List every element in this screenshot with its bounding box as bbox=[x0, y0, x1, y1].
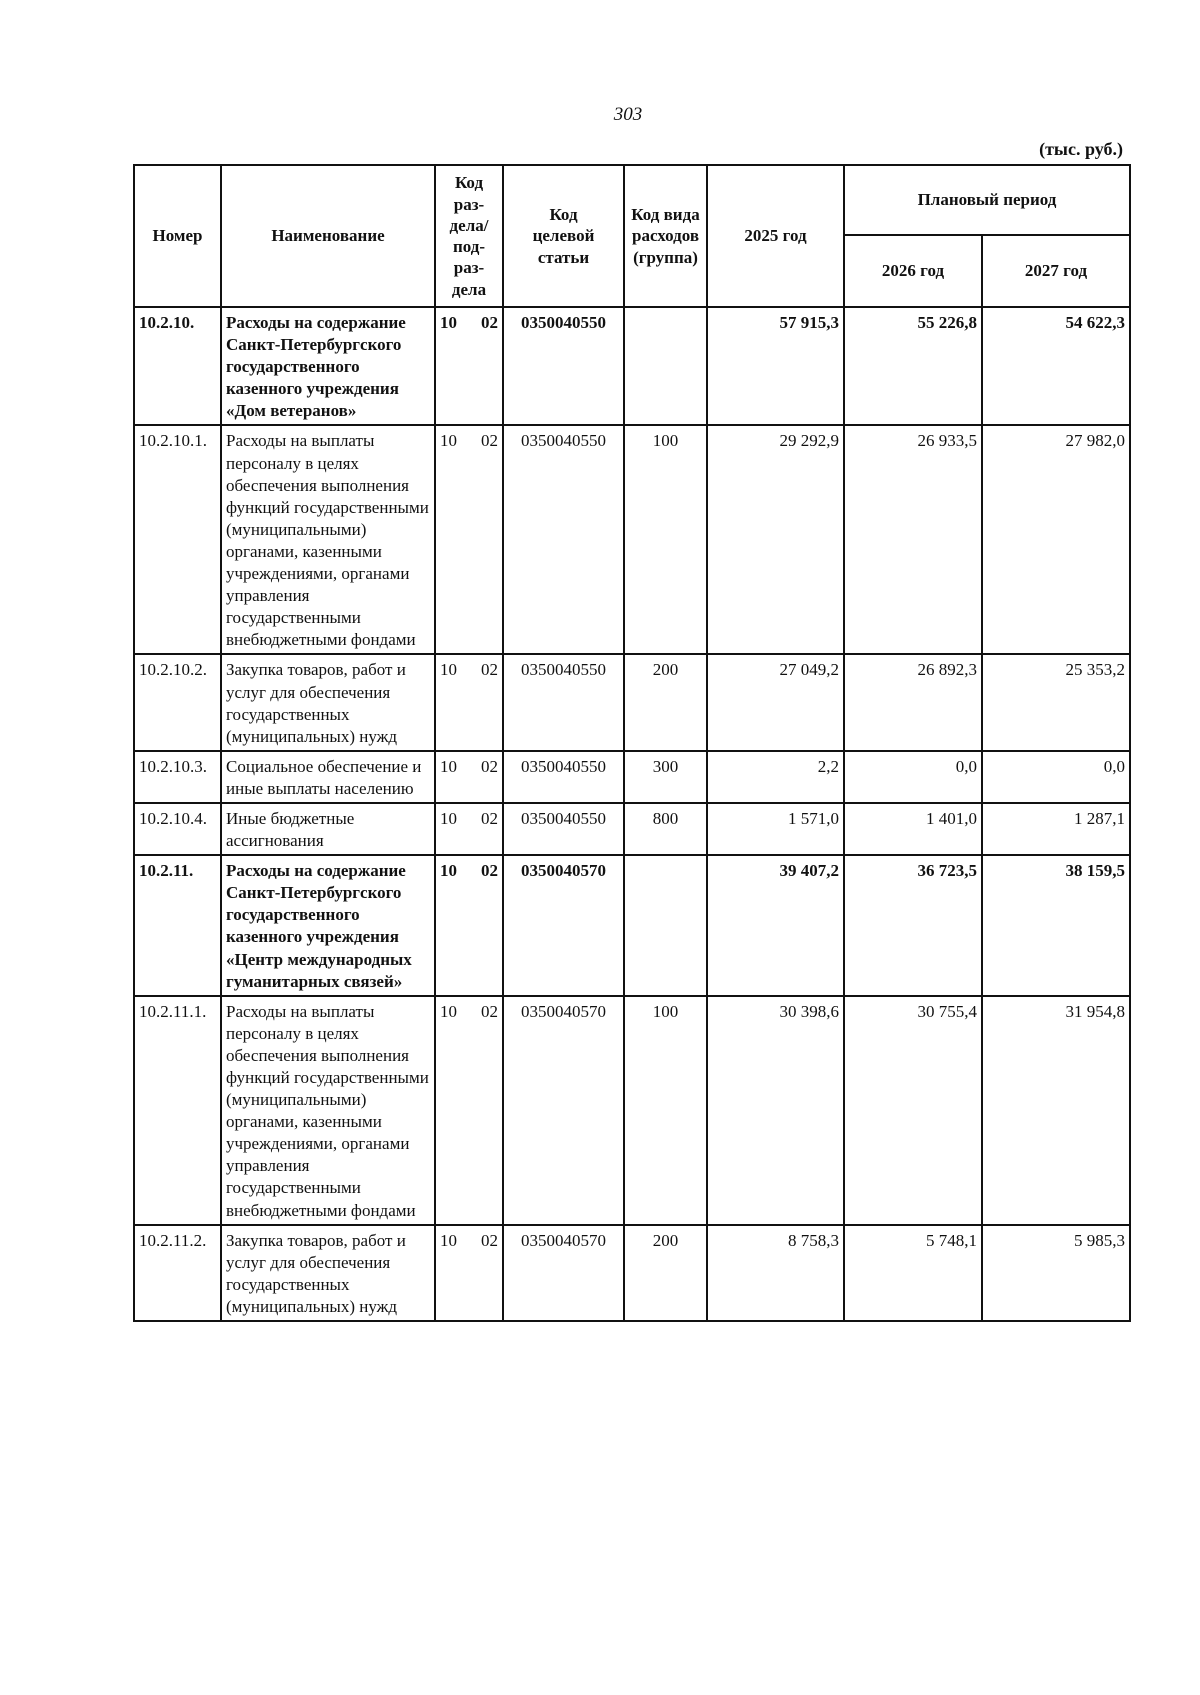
row-number: 10.2.11.2. bbox=[134, 1225, 221, 1321]
row-razdel bbox=[435, 425, 503, 654]
row-value-2026: 0,0 bbox=[844, 751, 982, 803]
row-value-2027: 25 353,2 bbox=[982, 654, 1130, 750]
row-number: 10.2.11.1. bbox=[134, 996, 221, 1225]
header-razdel: Код раз- дела/ под- раз- дела bbox=[435, 165, 503, 307]
row-number: 10.2.10.1. bbox=[134, 425, 221, 654]
row-razdel bbox=[435, 307, 503, 425]
row-razdel bbox=[435, 803, 503, 855]
row-razdel-code: 10 bbox=[440, 1001, 457, 1021]
row-razdel bbox=[435, 751, 503, 803]
row-podrazdel-code: 02 bbox=[481, 1001, 498, 1021]
row-value-2026: 26 933,5 bbox=[844, 425, 982, 654]
row-value-2025: 29 292,9 bbox=[707, 425, 844, 654]
row-name: Расходы на содержание Санкт-Петербургского государственного казенного учреждения «Дом ветеранов» bbox=[221, 307, 435, 425]
row-value-2026: 30 755,4 bbox=[844, 996, 982, 1225]
row-kvr: 200 bbox=[624, 1225, 707, 1321]
row-number: 10.2.10.4. bbox=[134, 803, 221, 855]
header-planovy-period: Плановый период bbox=[844, 165, 1130, 235]
row-value-2027: 27 982,0 bbox=[982, 425, 1130, 654]
table-row bbox=[134, 1225, 1130, 1321]
row-kcs: 0350040550 bbox=[503, 803, 624, 855]
table-row bbox=[134, 855, 1130, 996]
row-podrazdel-code: 02 bbox=[481, 313, 498, 332]
row-name: Расходы на содержание Санкт-Петербургского государственного казенного учреждения «Центр международных гуманитарных связей» bbox=[221, 855, 435, 996]
row-name: Расходы на выплаты персоналу в целях обеспечения выполнения функций государственными (муниципальными) органами, казенными учреждениями, органами управления государственными внебюджетными фондами bbox=[221, 425, 435, 654]
row-razdel bbox=[435, 996, 503, 1225]
row-podrazdel-code: 02 bbox=[481, 1230, 498, 1250]
row-podrazdel-code: 02 bbox=[481, 431, 498, 451]
row-podrazdel-code: 02 bbox=[481, 808, 498, 828]
row-razdel-code: 10 bbox=[440, 756, 457, 776]
row-number: 10.2.10. bbox=[134, 307, 221, 425]
row-value-2026: 55 226,8 bbox=[844, 307, 982, 425]
row-razdel-code: 10 bbox=[440, 313, 457, 332]
row-value-2026: 36 723,5 bbox=[844, 855, 982, 996]
row-kvr: 100 bbox=[624, 996, 707, 1225]
table-row bbox=[134, 654, 1130, 750]
table-row bbox=[134, 425, 1130, 654]
row-value-2025: 30 398,6 bbox=[707, 996, 844, 1225]
row-razdel bbox=[435, 1225, 503, 1321]
row-value-2025: 39 407,2 bbox=[707, 855, 844, 996]
row-razdel-code: 10 bbox=[440, 808, 457, 828]
row-value-2025: 8 758,3 bbox=[707, 1225, 844, 1321]
table-row bbox=[134, 803, 1130, 855]
header-nomer: Номер bbox=[134, 165, 221, 307]
row-kcs: 0350040550 bbox=[503, 654, 624, 750]
row-razdel-code: 10 bbox=[440, 660, 457, 680]
row-number: 10.2.10.2. bbox=[134, 654, 221, 750]
header-kvr: Код вида расходов (группа) bbox=[624, 165, 707, 307]
row-kvr: 100 bbox=[624, 425, 707, 654]
row-value-2025: 1 571,0 bbox=[707, 803, 844, 855]
row-value-2026: 26 892,3 bbox=[844, 654, 982, 750]
row-kcs: 0350040570 bbox=[503, 855, 624, 996]
row-value-2027: 0,0 bbox=[982, 751, 1130, 803]
table-row bbox=[134, 996, 1130, 1225]
row-name: Иные бюджетные ассигнования bbox=[221, 803, 435, 855]
row-value-2027: 31 954,8 bbox=[982, 996, 1130, 1225]
row-kcs: 0350040570 bbox=[503, 996, 624, 1225]
row-value-2026: 1 401,0 bbox=[844, 803, 982, 855]
page-number: 303 bbox=[613, 104, 643, 125]
header-2027: 2027 год bbox=[982, 235, 1130, 307]
row-kvr bbox=[624, 307, 707, 425]
row-kvr: 200 bbox=[624, 654, 707, 750]
row-name: Закупка товаров, работ и услуг для обеспечения государственных (муниципальных) нужд bbox=[221, 1225, 435, 1321]
row-razdel bbox=[435, 855, 503, 996]
row-value-2027: 1 287,1 bbox=[982, 803, 1130, 855]
row-kcs: 0350040550 bbox=[503, 307, 624, 425]
row-value-2027: 54 622,3 bbox=[982, 307, 1130, 425]
table-row bbox=[134, 751, 1130, 803]
row-podrazdel-code: 02 bbox=[481, 861, 498, 881]
row-number: 10.2.10.3. bbox=[134, 751, 221, 803]
header-naimenovanie: Наименование bbox=[221, 165, 435, 307]
row-kvr: 300 bbox=[624, 751, 707, 803]
row-value-2025: 27 049,2 bbox=[707, 654, 844, 750]
row-podrazdel-code: 02 bbox=[481, 756, 498, 776]
table-body bbox=[134, 307, 1130, 1321]
row-value-2027: 5 985,3 bbox=[982, 1225, 1130, 1321]
units-label: (тыс. руб.) bbox=[1039, 139, 1123, 159]
row-razdel-code: 10 bbox=[440, 1230, 457, 1250]
row-value-2027: 38 159,5 bbox=[982, 855, 1130, 996]
row-kcs: 0350040570 bbox=[503, 1225, 624, 1321]
row-razdel-code: 10 bbox=[440, 861, 457, 881]
row-kcs: 0350040550 bbox=[503, 751, 624, 803]
row-value-2025: 2,2 bbox=[707, 751, 844, 803]
header-2026: 2026 год bbox=[844, 235, 982, 307]
row-name: Закупка товаров, работ и услуг для обеспечения государственных (муниципальных) нужд bbox=[221, 654, 435, 750]
header-kcs: Код целевой статьи bbox=[503, 165, 624, 307]
row-value-2026: 5 748,1 bbox=[844, 1225, 982, 1321]
table-header bbox=[134, 165, 1130, 307]
header-2025: 2025 год bbox=[707, 165, 844, 307]
row-number: 10.2.11. bbox=[134, 855, 221, 996]
row-name: Расходы на выплаты персоналу в целях обеспечения выполнения функций государственными (муниципальными) органами, казенными учреждениями, органами управления государственными внебюджетными фондами bbox=[221, 996, 435, 1225]
row-kvr: 800 bbox=[624, 803, 707, 855]
row-name: Социальное обеспечение и иные выплаты населению bbox=[221, 751, 435, 803]
table-row bbox=[134, 307, 1130, 425]
row-razdel-code: 10 bbox=[440, 431, 457, 451]
budget-table bbox=[133, 164, 1131, 1322]
row-razdel bbox=[435, 654, 503, 750]
row-value-2025: 57 915,3 bbox=[707, 307, 844, 425]
row-kcs: 0350040550 bbox=[503, 425, 624, 654]
row-podrazdel-code: 02 bbox=[481, 660, 498, 680]
row-kvr bbox=[624, 855, 707, 996]
